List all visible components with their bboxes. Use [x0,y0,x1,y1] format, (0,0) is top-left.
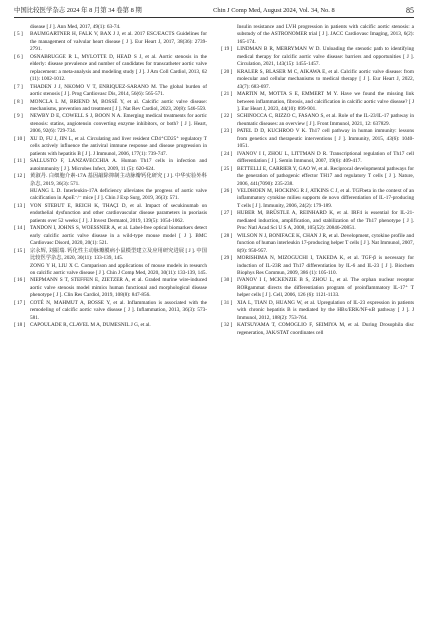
reference-number: [ 28 ] [221,232,233,239]
reference-text: XIA L, TIAN D, HUANG W, et al. Upregulation of IL-23 expression in patients with chronic hepatitis B is mediated by the HBx/ERK/NF-κB pathway [ J ]. J Immunol, 2012, 188(2): 753-764. [237,299,414,321]
reference-entry [14,54,207,84]
reference-number: [ 5 ] [14,31,23,38]
reference-text: ZONG Y H, LIU X C. Comparison and applications of mouse models in research on calcific aortic valve disease [ J ]. Chin J Comp Med, 2020, 30(11): 133-139, 145. [30,262,207,276]
reference-entry [14,300,207,322]
reference-text: CAPOULADE R, CLAVEL M A, DUMESNIL J G, et al. [30,322,151,329]
reference-number [14,24,30,31]
reference-text: SCHINOCCA C, RIZZO C, FASANO S, et al. Role of the IL-23/IL-17 pathway in rheumatic diseases: an overview [ J ]. Front Immunol, 2021, 12: 637829. [237,113,414,127]
reference-text: MONCLA L M, BRIEND M, BOSSÉ Y, et al. Calcific aortic valve disease: mechanisms, prevention and treatment [ J ]. Nat Rev Cardiol, 2023, 20(8): 546-559. [30,98,207,112]
reference-text: THADEN J J, NKOMO V T, ENRIQUEZ-SARANO M. The global burden of aortic stenosis [ J ]. Prog Cardiovasc Dis, 2014, 56(6): 565-571. [30,83,207,98]
reference-text: NEWBY D E, COWELL S J, BOON N A. Emerging medical treatments for aortic stenosis: statins, angiotensin converting enzyme inhibitors, or both? [ J ]. Heart, 2006, 92(6): 729-734. [30,113,207,135]
reference-number: [ 29 ] [221,255,233,262]
reference-text: MORISHIMA N, MIZOGUCHI I, TAKEDA K, et al. TGF-β is necessary for induction of IL-23R and Th17 differentiation by IL-6 and IL-23 [ J ]. Biochem Biophys Res Commun, 2009, 386 (1): 105-110. [237,255,414,276]
reference-number: [ 31 ] [221,299,233,306]
reference-text: IVANOV I I, ZHOU L, LITTMAN D R. Transcriptional regulation of Th17 cell differentiation [ J ]. Semin Immunol, 2007, 19(6): 409-417. [237,150,414,165]
reference-number: [ 15 ] [14,247,26,254]
reference-number: [ 32 ] [221,322,233,329]
reference-entry [14,99,207,114]
reference-entry [14,173,207,188]
reference-text: TANDON I, JOHNS S, WOESSNER A, et al. Label-free optical biomarkers detect early calcific aortic valve disease in a wild-type mouse model [ J ]. BMC Cardiovasc Disord, 2020, 20(1): 521. [30,225,207,247]
reference-number: [ 7 ] [14,83,23,90]
reference-number: [ 23 ] [221,128,233,135]
reference-text: 黄淑丹. 白细胞介素-17A 基因敲除抑制主动脉瓣钙化研究 [ J ]. 中华实验外科杂志, 2019, 36(3): 571. [30,173,207,187]
reference-text: VELDHOEN M, HOCKING R J, ATKINS C J, et al. TGFbeta in the context of an inflammatory cytokine milieu supports de novo differentiation of IL-17-producing T cells [ J ]. Immunity, 2006, 24(2): 179-189. [237,187,414,209]
reference-entry [14,322,207,329]
reference-number: [ 22 ] [221,113,233,120]
journal-title-chinese: 中国比较医学杂志 2024 年 8 月第 34 卷第 8 期 [14,7,142,14]
reference-text: Insulin resistance and LVH progression in patients with calcific aortic stenosis: a substudy of the ASTRONOMER trial [ J ]. JACC Cardiovasc Imaging, 2013, 6(2): 165-174. [237,24,414,45]
reference-entry [221,24,414,46]
reference-number [221,24,237,46]
reference-number [14,188,30,203]
reference-entry [14,31,207,53]
reference-entry [221,113,414,128]
reference-entry [221,188,414,210]
reference-entry [14,188,207,203]
reference-number [14,263,30,278]
reference-entry [14,203,207,225]
reference-text: KATSUYAMA T, COMOGLIO F, SEIMIYA M, et al. During Drosophila disc regeneration, JAK/STAT coordinates cell [237,322,414,336]
reference-entry [14,113,207,135]
reference-text: PATEL D D, KUCHROO V K. Th17 cell pathway in human immunity: lessons from genetics and therapeutic interventions [ J ]. Immunity, 2015, 43(6): 1040-1051. [237,128,414,150]
reference-number: [ 24 ] [221,150,233,157]
reference-entry [221,69,414,91]
reference-number: [ 18 ] [14,322,26,329]
reference-entry [14,158,207,173]
reference-text: MARTIN M, MOTTA S E, EMMERT M Y. Have we found the missing link between inflammation, fibrosis, and calcification in calcific aortic valve disease? [ J ]. Eur Heart J, 2023, 44(10): 899-901. [237,91,414,112]
reference-entry [221,210,414,232]
reference-columns [14,24,414,337]
reference-number: [ 11 ] [14,158,26,165]
reference-text: HUANG L D. Interleukin-17A deficiency alleviates the progress of aortic valve calcification in ApoE⁻/⁻ mice [ J ]. Chin J Exp Surg, 2019, 36(3): 571. [30,187,207,202]
reference-number: [ 8 ] [14,98,23,105]
reference-text: HUBER M, BRÜSTLE A, REINHARD K, et al. IRF4 is essential for IL-21-mediated induction, amplification, and stabilization of the Th17 phenotype [ J ]. Proc Natl Acad Sci U S A, 2008, 105(52): 20846-20851. [237,210,414,232]
reference-number: [ 6 ] [14,53,23,60]
reference-text: KRALER S, BLASER M C, AIKAWA E, et al. Calcific aortic valve disease: from molecular and cellular mechanisms to medical therapy [ J ]. Eur Heart J, 2022, 43(7): 683-697. [237,68,414,90]
reference-column-right [221,24,414,337]
reference-entry [14,136,207,158]
reference-entry [221,128,414,150]
reference-entry [14,263,207,278]
reference-number: [ 14 ] [14,225,26,232]
reference-entry [221,233,414,255]
reference-number: [ 21 ] [221,91,233,98]
reference-text: OSNABRUGGE R L, MYLOTTE D, HEAD S J, et al. Aortic stenosis in the elderly: disease prevalence and number of candidates for transcatheter aortic valve replacement: a meta-analysis and modeling study [ J ]. J Am Coll Cardiol, 2013, 62 (11): 1002-1012. [30,53,207,83]
reference-number: [ 9 ] [14,113,23,120]
page-number: 85 [406,6,414,15]
reference-entry [221,91,414,113]
reference-entry [221,46,414,68]
reference-text: LINDMAN B R, MERRYMAN W D. Unloading the stenotic path to identifying medical therapy for calcific aortic valve disease: barriers and opportunities [ J ]. Circulation, 2021, 143(15): 1455-1457. [237,46,414,68]
reference-number: [ 19 ] [221,46,233,53]
reference-entry [14,277,207,299]
reference-text: WILSON N J, BONIFACE K, CHAN J R, et al. Development, cytokine profile and function of human interleukin 17-producing helper T cells [ J ]. Nat Immunol, 2007, 8(9): 950-957. [237,232,414,254]
reference-entry [14,225,207,247]
reference-text: BETTELLI E, CARRIER Y, GAO W, et al. Reciprocal developmental pathways for the generation of pathogenic effector TH17 and regulatory T cells [ J ]. Nature, 2006, 441(7090): 235-238. [237,165,414,187]
reference-number: [ 30 ] [221,277,233,284]
reference-text: SALLUSTO F, LANZAVECCHIA A. Human Th17 cells in infection and autoimmunity [ J ]. Microbes Infect, 2009, 11 (5): 620-624. [30,158,207,172]
reference-entry [221,300,414,322]
reference-number: [ 12 ] [14,173,26,180]
reference-text: VON STEBUT E, REICH K, THAÇI D, et al. Impact of secukinumab on endothelial dysfunction and other cardiovascular disease parameters in psoriasis patients over 52 weeks [ J ]. J Invest Dermatol, 2019, 139(5): 1054-1062. [30,202,207,224]
reference-entry [221,255,414,277]
reference-text: XU D, FU J, JIN L, et al. Circulating and liver resident CD4⁺CD25⁺ regulatory T cells actively influence the antiviral immune response and disease progression in patients with hepatitis B [ J ]. J Immunol, 2006, 177(1): 739-747. [30,135,207,157]
reference-entry [14,84,207,99]
reference-text: 宗永辉, 刘振瑞. 钙化性主动脉瓣膜病小鼠模型建立及应用研究进展 [ J ]. 中国比较医学杂志, 2020, 30(11): 133-139, 145. [30,247,207,262]
running-header [14,7,414,18]
reference-number: [ 27 ] [221,210,233,217]
reference-entry [14,248,207,263]
reference-column-left [14,24,207,337]
reference-number: [ 20 ] [221,68,233,75]
reference-text: IVANOV I I, MCKENZIE B S, ZHOU L, et al. The orphan nuclear receptor RORgammat directs the differentiation program of proinflammatory IL-17⁺ T helper cells [ J ]. Cell, 2006, 126 (6): 1121-1133. [237,277,414,299]
reference-number: [ 17 ] [14,299,26,306]
reference-number: [ 16 ] [14,277,26,284]
reference-number: [ 25 ] [221,165,233,172]
reference-text: NIEPMANN S T, STEFFEN E, ZIETZER A, et al. Graded murine wire-induced aortic valve stenosis model mimics human functional and morphological disease phenotype [ J ]. Clin Res Cardiol, 2019, 108(8): 847-856. [30,277,207,299]
reference-entry [221,322,414,337]
reference-text: disease [ J ]. Ann Med, 2017, 49(1): 63-74. [30,24,121,30]
reference-text: COTÉ N, MAHMUT A, BOSSE Y, et al. Inflammation is associated with the remodeling of calcific aortic valve disease [ J ]. Inflammation, 2013, 36(3): 573-581. [30,299,207,321]
reference-entry [221,277,414,299]
reference-number: [ 13 ] [14,202,26,209]
reference-entry [221,166,414,188]
reference-text: BAUMGARTNER H, FALK V, BAX J J, et al. 2017 ESC/EACTS Guidelines for the management of valvular heart disease [ J ]. Eur Heart J, 2017, 38(36): 2739-2791. [30,31,207,53]
reference-number: [ 10 ] [14,135,26,142]
journal-title-english: Chin J Comp Med, August 2024, Vol. 34, No. 8 [213,7,335,14]
reference-number: [ 26 ] [221,187,233,194]
reference-entry [221,151,414,166]
